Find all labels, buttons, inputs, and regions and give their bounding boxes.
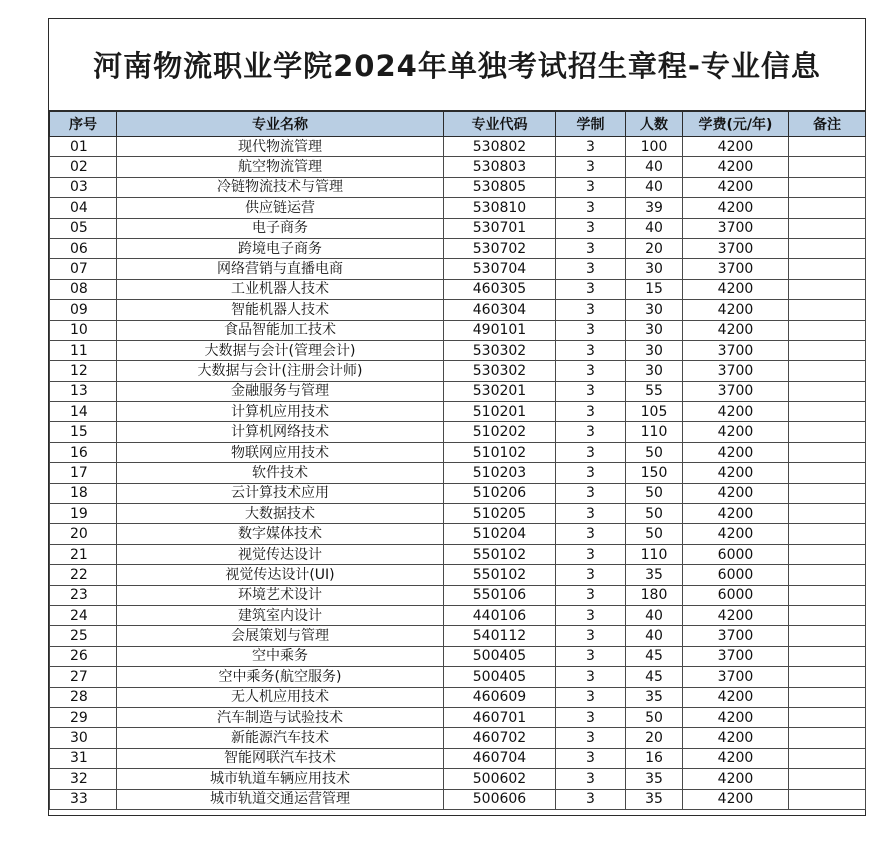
table-row xyxy=(50,442,866,462)
cell-code: 460701 xyxy=(444,707,556,727)
header-no: 序号 xyxy=(50,112,117,137)
cell-fee: 4200 xyxy=(683,707,789,727)
cell-code: 530702 xyxy=(444,238,556,258)
cell-code: 460704 xyxy=(444,748,556,768)
cell-years: 3 xyxy=(556,728,626,748)
cell-count: 35 xyxy=(626,565,683,585)
cell-years: 3 xyxy=(556,137,626,157)
cell-name: 工业机器人技术 xyxy=(117,279,444,299)
cell-count: 105 xyxy=(626,402,683,422)
cell-years: 3 xyxy=(556,157,626,177)
cell-years: 3 xyxy=(556,177,626,197)
table-row xyxy=(50,463,866,483)
cell-name: 视觉传达设计(UI) xyxy=(117,565,444,585)
table-row xyxy=(50,320,866,340)
cell-years: 3 xyxy=(556,320,626,340)
cell-fee: 3700 xyxy=(683,238,789,258)
cell-code: 550106 xyxy=(444,585,556,605)
cell-code: 530802 xyxy=(444,137,556,157)
cell-no: 08 xyxy=(50,279,117,299)
cell-count: 20 xyxy=(626,728,683,748)
cell-name: 无人机应用技术 xyxy=(117,687,444,707)
cell-fee: 6000 xyxy=(683,544,789,564)
table-row xyxy=(50,524,866,544)
table-body xyxy=(50,137,866,810)
cell-no: 30 xyxy=(50,728,117,748)
cell-code: 460305 xyxy=(444,279,556,299)
cell-name: 航空物流管理 xyxy=(117,157,444,177)
cell-no: 18 xyxy=(50,483,117,503)
cell-count: 50 xyxy=(626,442,683,462)
table-row xyxy=(50,667,866,687)
cell-no: 29 xyxy=(50,707,117,727)
table-row xyxy=(50,157,866,177)
cell-note xyxy=(789,137,866,157)
cell-fee: 4200 xyxy=(683,605,789,625)
cell-fee: 3700 xyxy=(683,340,789,360)
cell-code: 460609 xyxy=(444,687,556,707)
majors-table xyxy=(49,111,866,810)
cell-years: 3 xyxy=(556,422,626,442)
cell-note xyxy=(789,157,866,177)
cell-count: 45 xyxy=(626,646,683,666)
cell-count: 30 xyxy=(626,300,683,320)
cell-no: 14 xyxy=(50,402,117,422)
cell-count: 40 xyxy=(626,177,683,197)
cell-note xyxy=(789,748,866,768)
cell-note xyxy=(789,361,866,381)
cell-name: 大数据技术 xyxy=(117,504,444,524)
cell-code: 530701 xyxy=(444,218,556,238)
header-note: 备注 xyxy=(789,112,866,137)
cell-code: 530704 xyxy=(444,259,556,279)
cell-years: 3 xyxy=(556,361,626,381)
table-row xyxy=(50,483,866,503)
cell-no: 25 xyxy=(50,626,117,646)
cell-count: 15 xyxy=(626,279,683,299)
cell-fee: 4200 xyxy=(683,789,789,809)
cell-note xyxy=(789,687,866,707)
cell-years: 3 xyxy=(556,769,626,789)
cell-name: 会展策划与管理 xyxy=(117,626,444,646)
table-row xyxy=(50,177,866,197)
cell-no: 16 xyxy=(50,442,117,462)
cell-code: 530810 xyxy=(444,198,556,218)
cell-code: 510206 xyxy=(444,483,556,503)
cell-count: 40 xyxy=(626,218,683,238)
cell-note xyxy=(789,728,866,748)
cell-code: 440106 xyxy=(444,605,556,625)
cell-count: 30 xyxy=(626,259,683,279)
cell-years: 3 xyxy=(556,565,626,585)
cell-no: 27 xyxy=(50,667,117,687)
cell-name: 计算机网络技术 xyxy=(117,422,444,442)
table-row xyxy=(50,728,866,748)
table-row xyxy=(50,565,866,585)
cell-years: 3 xyxy=(556,585,626,605)
cell-name: 建筑室内设计 xyxy=(117,605,444,625)
table-row xyxy=(50,218,866,238)
cell-fee: 4200 xyxy=(683,198,789,218)
cell-no: 31 xyxy=(50,748,117,768)
cell-note xyxy=(789,667,866,687)
cell-code: 530803 xyxy=(444,157,556,177)
cell-name: 城市轨道车辆应用技术 xyxy=(117,769,444,789)
cell-count: 50 xyxy=(626,504,683,524)
cell-fee: 4200 xyxy=(683,300,789,320)
cell-no: 09 xyxy=(50,300,117,320)
cell-fee: 4200 xyxy=(683,422,789,442)
table-row xyxy=(50,544,866,564)
cell-name: 大数据与会计(注册会计师) xyxy=(117,361,444,381)
cell-name: 环境艺术设计 xyxy=(117,585,444,605)
cell-no: 28 xyxy=(50,687,117,707)
table-row xyxy=(50,279,866,299)
cell-count: 40 xyxy=(626,605,683,625)
cell-no: 22 xyxy=(50,565,117,585)
header-fee: 学费(元/年) xyxy=(683,112,789,137)
cell-code: 500405 xyxy=(444,646,556,666)
cell-no: 26 xyxy=(50,646,117,666)
cell-years: 3 xyxy=(556,483,626,503)
cell-name: 网络营销与直播电商 xyxy=(117,259,444,279)
cell-count: 40 xyxy=(626,157,683,177)
cell-note xyxy=(789,605,866,625)
table-row xyxy=(50,300,866,320)
cell-years: 3 xyxy=(556,259,626,279)
header-years: 学制 xyxy=(556,112,626,137)
cell-years: 3 xyxy=(556,687,626,707)
cell-no: 03 xyxy=(50,177,117,197)
table-row xyxy=(50,748,866,768)
cell-years: 3 xyxy=(556,381,626,401)
cell-years: 3 xyxy=(556,667,626,687)
cell-note xyxy=(789,483,866,503)
cell-fee: 4200 xyxy=(683,177,789,197)
table-row xyxy=(50,605,866,625)
cell-no: 15 xyxy=(50,422,117,442)
cell-no: 10 xyxy=(50,320,117,340)
cell-name: 食品智能加工技术 xyxy=(117,320,444,340)
cell-no: 05 xyxy=(50,218,117,238)
cell-fee: 3700 xyxy=(683,626,789,646)
cell-code: 510202 xyxy=(444,422,556,442)
cell-note xyxy=(789,218,866,238)
cell-count: 30 xyxy=(626,320,683,340)
cell-name: 大数据与会计(管理会计) xyxy=(117,340,444,360)
cell-fee: 3700 xyxy=(683,361,789,381)
table-row xyxy=(50,422,866,442)
cell-note xyxy=(789,422,866,442)
cell-years: 3 xyxy=(556,402,626,422)
cell-years: 3 xyxy=(556,605,626,625)
cell-count: 55 xyxy=(626,381,683,401)
header-name: 专业名称 xyxy=(117,112,444,137)
cell-fee: 4200 xyxy=(683,442,789,462)
cell-count: 35 xyxy=(626,769,683,789)
cell-code: 460304 xyxy=(444,300,556,320)
table-row xyxy=(50,687,866,707)
cell-no: 13 xyxy=(50,381,117,401)
cell-years: 3 xyxy=(556,279,626,299)
cell-no: 23 xyxy=(50,585,117,605)
cell-count: 35 xyxy=(626,789,683,809)
cell-code: 510205 xyxy=(444,504,556,524)
cell-years: 3 xyxy=(556,442,626,462)
cell-count: 110 xyxy=(626,422,683,442)
cell-fee: 4200 xyxy=(683,504,789,524)
cell-code: 550102 xyxy=(444,565,556,585)
cell-count: 180 xyxy=(626,585,683,605)
cell-years: 3 xyxy=(556,626,626,646)
cell-count: 50 xyxy=(626,524,683,544)
table-header-row xyxy=(50,112,866,137)
cell-years: 3 xyxy=(556,524,626,544)
cell-count: 100 xyxy=(626,137,683,157)
cell-no: 04 xyxy=(50,198,117,218)
table-row xyxy=(50,381,866,401)
cell-years: 3 xyxy=(556,707,626,727)
cell-code: 540112 xyxy=(444,626,556,646)
cell-code: 460702 xyxy=(444,728,556,748)
cell-code: 530805 xyxy=(444,177,556,197)
table-row xyxy=(50,361,866,381)
table-row xyxy=(50,340,866,360)
cell-fee: 4200 xyxy=(683,769,789,789)
cell-name: 电子商务 xyxy=(117,218,444,238)
cell-name: 计算机应用技术 xyxy=(117,402,444,422)
cell-fee: 6000 xyxy=(683,565,789,585)
cell-note xyxy=(789,504,866,524)
cell-note xyxy=(789,402,866,422)
table-row xyxy=(50,646,866,666)
cell-name: 空中乘务(航空服务) xyxy=(117,667,444,687)
cell-name: 城市轨道交通运营管理 xyxy=(117,789,444,809)
cell-count: 45 xyxy=(626,667,683,687)
cell-name: 金融服务与管理 xyxy=(117,381,444,401)
header-code: 专业代码 xyxy=(444,112,556,137)
cell-note xyxy=(789,279,866,299)
cell-note xyxy=(789,544,866,564)
table-row xyxy=(50,238,866,258)
cell-fee: 4200 xyxy=(683,728,789,748)
table-row xyxy=(50,585,866,605)
cell-code: 500602 xyxy=(444,769,556,789)
cell-fee: 3700 xyxy=(683,646,789,666)
cell-no: 07 xyxy=(50,259,117,279)
cell-name: 软件技术 xyxy=(117,463,444,483)
cell-note xyxy=(789,524,866,544)
cell-no: 01 xyxy=(50,137,117,157)
cell-fee: 3700 xyxy=(683,667,789,687)
cell-years: 3 xyxy=(556,544,626,564)
cell-no: 21 xyxy=(50,544,117,564)
cell-years: 3 xyxy=(556,504,626,524)
cell-note xyxy=(789,463,866,483)
cell-fee: 3700 xyxy=(683,259,789,279)
cell-note xyxy=(789,238,866,258)
cell-fee: 4200 xyxy=(683,748,789,768)
cell-count: 150 xyxy=(626,463,683,483)
cell-fee: 4200 xyxy=(683,524,789,544)
cell-name: 云计算技术应用 xyxy=(117,483,444,503)
cell-fee: 3700 xyxy=(683,381,789,401)
cell-name: 空中乘务 xyxy=(117,646,444,666)
cell-code: 530302 xyxy=(444,361,556,381)
cell-code: 510203 xyxy=(444,463,556,483)
table-row xyxy=(50,769,866,789)
cell-name: 汽车制造与试验技术 xyxy=(117,707,444,727)
cell-count: 110 xyxy=(626,544,683,564)
cell-note xyxy=(789,320,866,340)
cell-name: 视觉传达设计 xyxy=(117,544,444,564)
cell-note xyxy=(789,259,866,279)
cell-name: 新能源汽车技术 xyxy=(117,728,444,748)
cell-no: 19 xyxy=(50,504,117,524)
cell-count: 30 xyxy=(626,340,683,360)
cell-code: 550102 xyxy=(444,544,556,564)
cell-years: 3 xyxy=(556,300,626,320)
cell-note xyxy=(789,789,866,809)
cell-no: 24 xyxy=(50,605,117,625)
table-row xyxy=(50,259,866,279)
cell-note xyxy=(789,442,866,462)
cell-fee: 6000 xyxy=(683,585,789,605)
cell-count: 20 xyxy=(626,238,683,258)
cell-fee: 4200 xyxy=(683,157,789,177)
cell-fee: 4200 xyxy=(683,320,789,340)
cell-code: 510201 xyxy=(444,402,556,422)
cell-count: 39 xyxy=(626,198,683,218)
cell-no: 33 xyxy=(50,789,117,809)
cell-count: 30 xyxy=(626,361,683,381)
cell-count: 16 xyxy=(626,748,683,768)
cell-no: 32 xyxy=(50,769,117,789)
cell-note xyxy=(789,340,866,360)
cell-no: 02 xyxy=(50,157,117,177)
cell-years: 3 xyxy=(556,748,626,768)
table-row xyxy=(50,707,866,727)
cell-fee: 4200 xyxy=(683,402,789,422)
cell-code: 530201 xyxy=(444,381,556,401)
cell-years: 3 xyxy=(556,340,626,360)
cell-fee: 4200 xyxy=(683,483,789,503)
cell-years: 3 xyxy=(556,238,626,258)
cell-fee: 4200 xyxy=(683,687,789,707)
cell-fee: 4200 xyxy=(683,137,789,157)
cell-no: 06 xyxy=(50,238,117,258)
cell-code: 490101 xyxy=(444,320,556,340)
cell-note xyxy=(789,646,866,666)
cell-years: 3 xyxy=(556,789,626,809)
cell-count: 50 xyxy=(626,707,683,727)
cell-note xyxy=(789,300,866,320)
document-frame xyxy=(48,18,866,816)
table-row xyxy=(50,626,866,646)
cell-count: 35 xyxy=(626,687,683,707)
cell-name: 供应链运营 xyxy=(117,198,444,218)
cell-note xyxy=(789,565,866,585)
cell-code: 500606 xyxy=(444,789,556,809)
cell-fee: 3700 xyxy=(683,218,789,238)
cell-no: 12 xyxy=(50,361,117,381)
cell-count: 50 xyxy=(626,483,683,503)
cell-note xyxy=(789,585,866,605)
cell-fee: 4200 xyxy=(683,279,789,299)
cell-name: 智能机器人技术 xyxy=(117,300,444,320)
cell-note xyxy=(789,707,866,727)
cell-note xyxy=(789,177,866,197)
cell-name: 跨境电子商务 xyxy=(117,238,444,258)
cell-name: 数字媒体技术 xyxy=(117,524,444,544)
cell-note xyxy=(789,626,866,646)
table-row xyxy=(50,504,866,524)
cell-years: 3 xyxy=(556,218,626,238)
cell-fee: 4200 xyxy=(683,463,789,483)
cell-code: 530302 xyxy=(444,340,556,360)
table-row xyxy=(50,137,866,157)
cell-code: 510204 xyxy=(444,524,556,544)
header-count: 人数 xyxy=(626,112,683,137)
cell-note xyxy=(789,381,866,401)
cell-name: 智能网联汽车技术 xyxy=(117,748,444,768)
cell-no: 20 xyxy=(50,524,117,544)
cell-years: 3 xyxy=(556,646,626,666)
cell-note xyxy=(789,769,866,789)
table-row xyxy=(50,789,866,809)
cell-name: 物联网应用技术 xyxy=(117,442,444,462)
cell-count: 40 xyxy=(626,626,683,646)
cell-note xyxy=(789,198,866,218)
cell-code: 500405 xyxy=(444,667,556,687)
cell-years: 3 xyxy=(556,198,626,218)
cell-name: 冷链物流技术与管理 xyxy=(117,177,444,197)
cell-no: 17 xyxy=(50,463,117,483)
cell-years: 3 xyxy=(556,463,626,483)
table-row xyxy=(50,402,866,422)
cell-no: 11 xyxy=(50,340,117,360)
table-row xyxy=(50,198,866,218)
cell-code: 510102 xyxy=(444,442,556,462)
page-title: 河南物流职业学院2024年单独考试招生章程-专业信息 xyxy=(49,19,865,111)
cell-name: 现代物流管理 xyxy=(117,137,444,157)
